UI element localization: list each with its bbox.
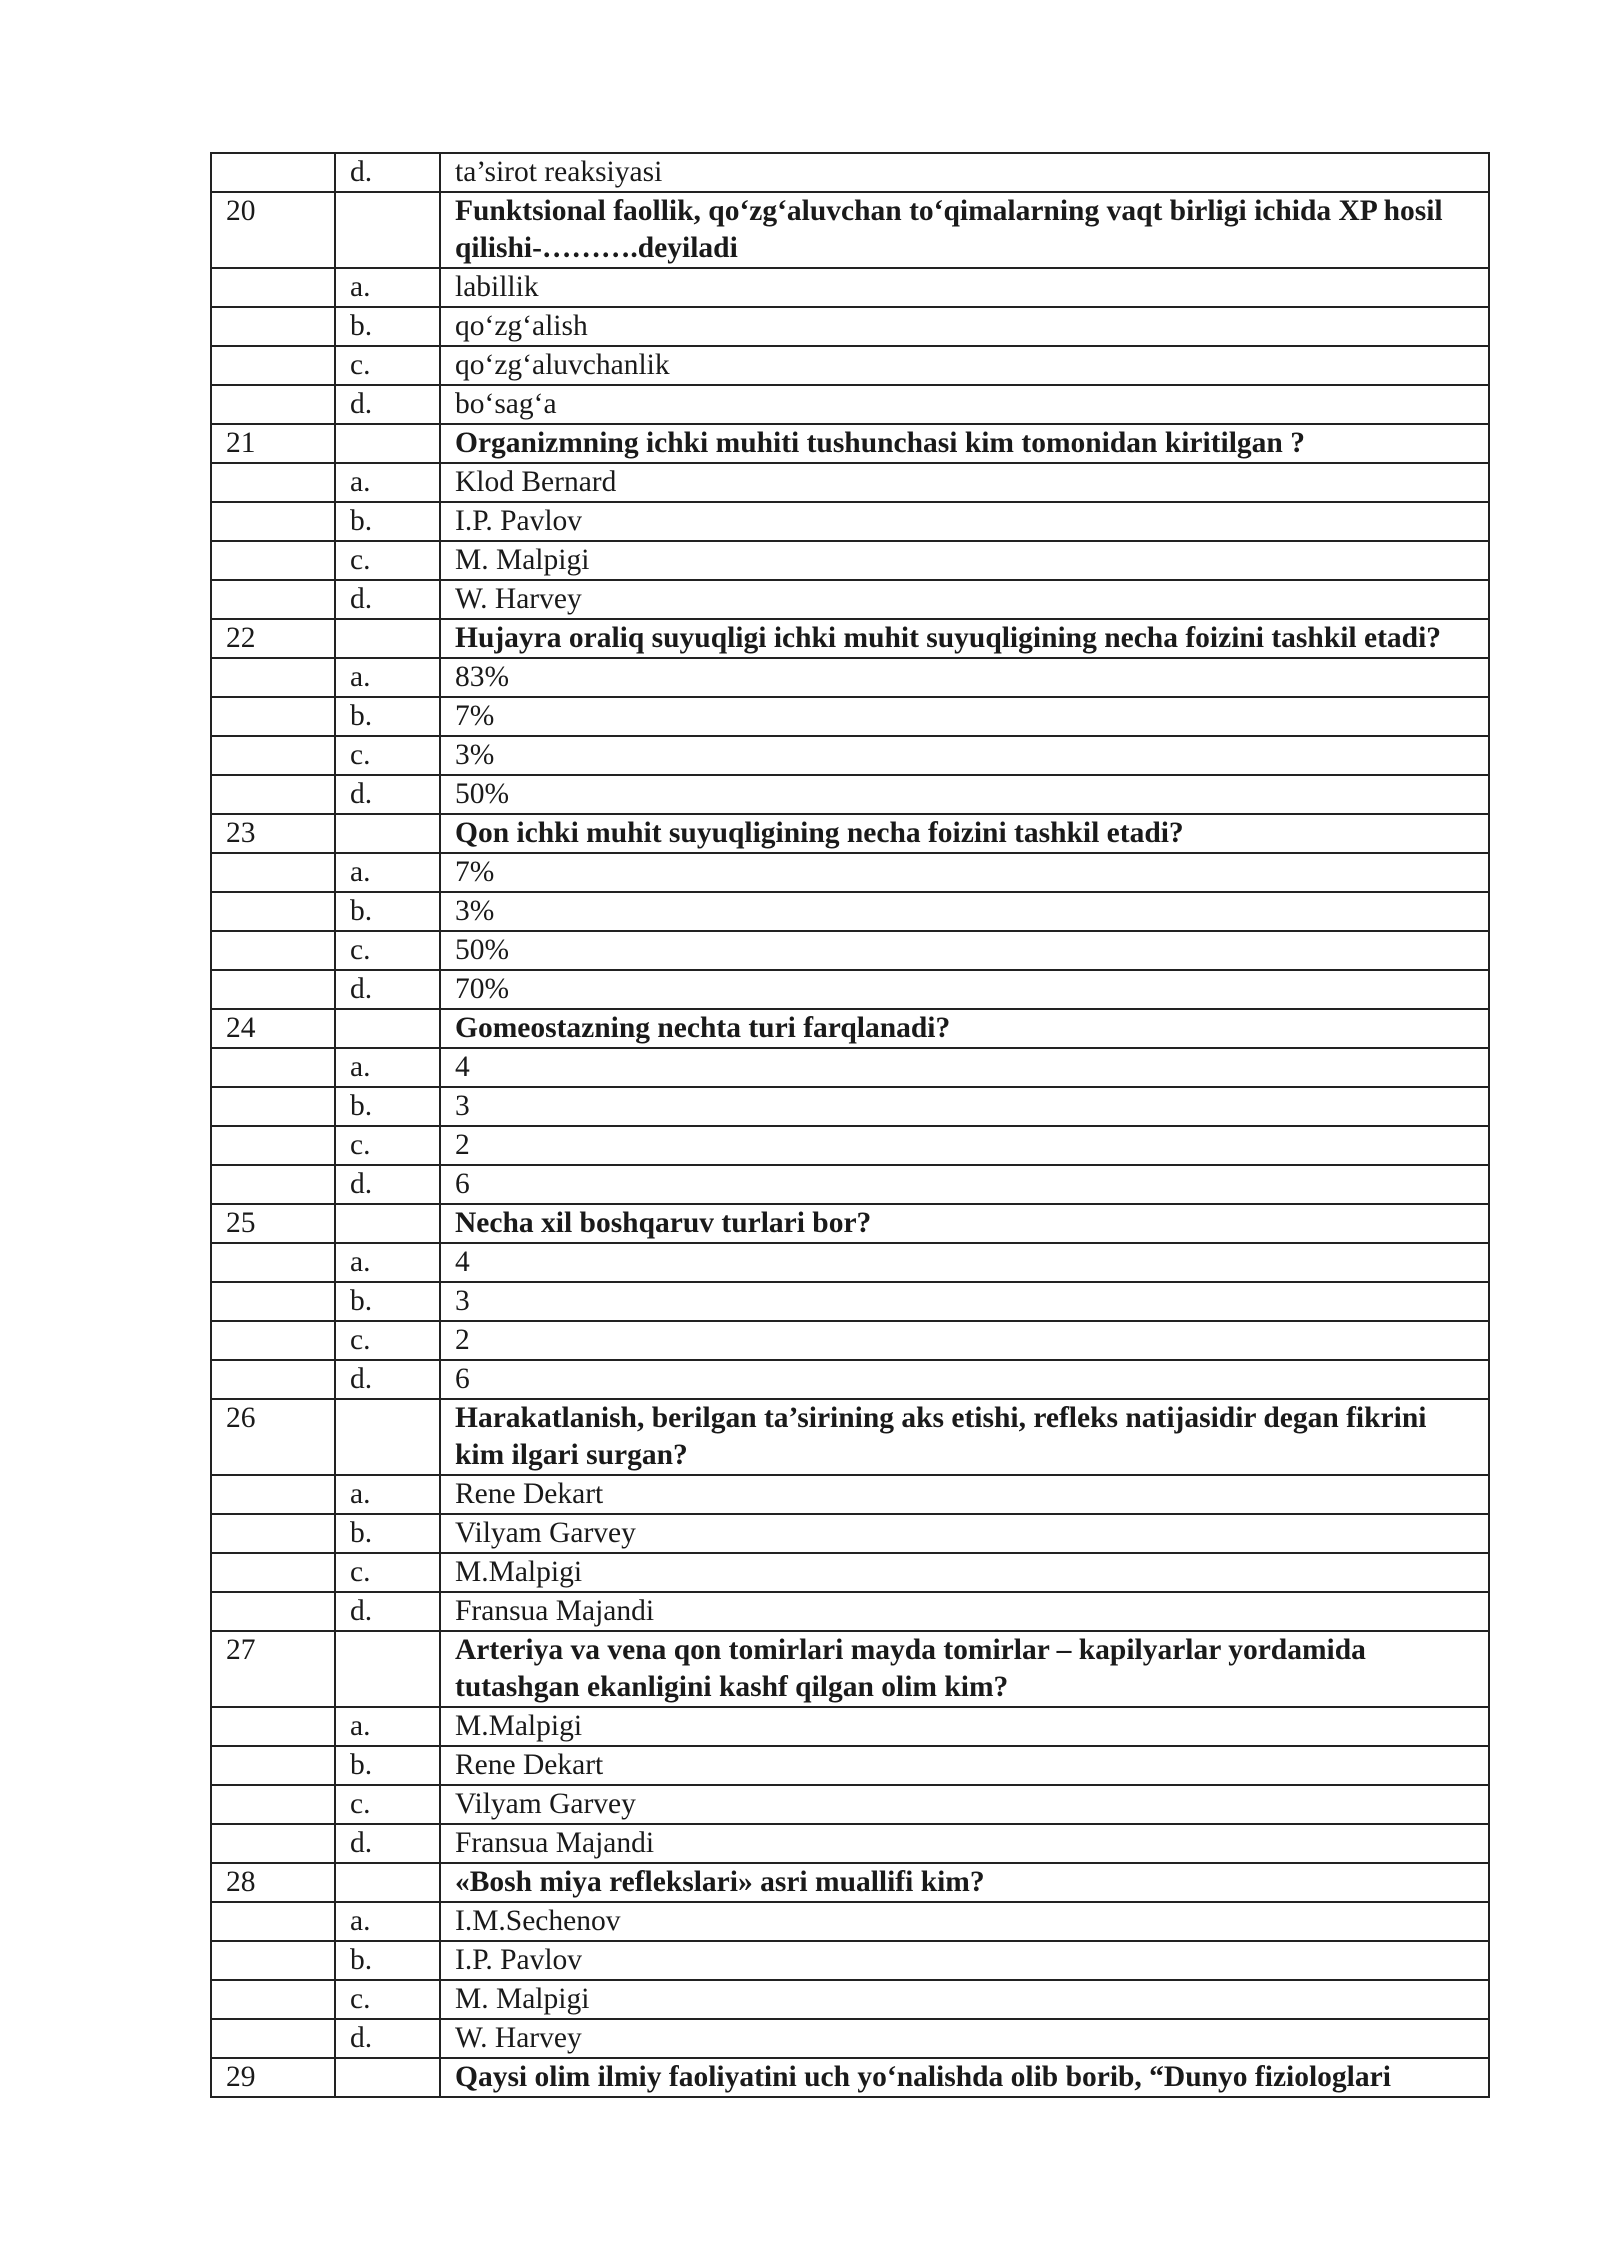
option-text: qo‘zg‘alish [440,307,1489,346]
question-number [211,697,335,736]
question-text: Funktsional faollik, qo‘zg‘aluvchan to‘qimalarning vaqt birligi ichida XP hosil qilishi-……….deyiladi [440,192,1489,268]
question-number [211,892,335,931]
answer-row [211,736,1489,775]
answer-row [211,268,1489,307]
answer-row [211,853,1489,892]
question-number [211,1980,335,2019]
option-letter: c. [335,1126,440,1165]
question-number [211,1553,335,1592]
option-letter: d. [335,1165,440,1204]
option-text: 7% [440,853,1489,892]
answer-row [211,385,1489,424]
option-letter: c. [335,541,440,580]
answer-row [211,2019,1489,2058]
option-text: qo‘zg‘aluvchanlik [440,346,1489,385]
option-letter: a. [335,268,440,307]
question-row [211,814,1489,853]
option-letter [335,424,440,463]
option-text: 2 [440,1126,1489,1165]
option-letter: a. [335,658,440,697]
question-number [211,346,335,385]
option-text: 50% [440,775,1489,814]
question-number [211,541,335,580]
question-text: Qaysi olim ilmiy faoliyatini uch yo‘nalishda olib borib, “Dunyo fiziologlari [440,2058,1489,2097]
option-letter: b. [335,1514,440,1553]
question-text: Harakatlanish, berilgan ta’sirining aks etishi, refleks natijasidir degan fikrini kim ilgari surgan? [440,1399,1489,1475]
question-row [211,619,1489,658]
answer-row [211,1321,1489,1360]
answer-row [211,502,1489,541]
quiz-sheet [210,152,1490,2098]
question-row [211,1399,1489,1475]
option-letter: c. [335,1553,440,1592]
question-text: Gomeostazning nechta turi farqlanadi? [440,1009,1489,1048]
option-text: Klod Bernard [440,463,1489,502]
question-number: 29 [211,2058,335,2097]
answer-row [211,658,1489,697]
question-number [211,502,335,541]
answer-row [211,1707,1489,1746]
answer-row [211,931,1489,970]
question-number [211,1165,335,1204]
option-text: M. Malpigi [440,541,1489,580]
answer-row [211,1126,1489,1165]
question-number [211,1592,335,1631]
question-number: 23 [211,814,335,853]
question-number [211,1048,335,1087]
answer-row [211,1941,1489,1980]
question-text: Hujayra oraliq suyuqligi ichki muhit suyuqligining necha foizini tashkil etadi? [440,619,1489,658]
option-text: bo‘sag‘a [440,385,1489,424]
answer-row [211,1475,1489,1514]
question-number [211,463,335,502]
answer-row [211,1165,1489,1204]
question-number [211,2019,335,2058]
option-text: 6 [440,1360,1489,1399]
option-letter [335,1631,440,1707]
option-letter [335,1009,440,1048]
question-number [211,307,335,346]
question-number [211,736,335,775]
question-number: 21 [211,424,335,463]
option-letter: b. [335,1941,440,1980]
option-text: 3 [440,1282,1489,1321]
question-number: 22 [211,619,335,658]
option-letter: a. [335,1707,440,1746]
answer-row [211,1902,1489,1941]
question-row [211,1204,1489,1243]
question-row [211,192,1489,268]
question-number [211,1941,335,1980]
answer-row [211,1282,1489,1321]
question-number [211,1087,335,1126]
option-text: 3 [440,1087,1489,1126]
answer-row [211,1746,1489,1785]
quiz-table [210,152,1490,2098]
option-text: I.P. Pavlov [440,502,1489,541]
question-number [211,1126,335,1165]
option-text: Rene Dekart [440,1746,1489,1785]
option-text: I.M.Sechenov [440,1902,1489,1941]
option-letter: a. [335,853,440,892]
option-letter: c. [335,931,440,970]
question-text: Qon ichki muhit suyuqligining necha foizini tashkil etadi? [440,814,1489,853]
answer-row [211,697,1489,736]
option-letter: c. [335,1980,440,2019]
answer-row [211,1243,1489,1282]
answer-row [211,1980,1489,2019]
answer-row [211,970,1489,1009]
question-number: 20 [211,192,335,268]
question-number [211,1707,335,1746]
question-number [211,268,335,307]
option-text: labillik [440,268,1489,307]
answer-row [211,463,1489,502]
question-number: 28 [211,1863,335,1902]
option-letter: c. [335,1785,440,1824]
question-number: 24 [211,1009,335,1048]
option-letter: d. [335,1824,440,1863]
question-number [211,1282,335,1321]
question-number [211,153,335,192]
answer-row [211,1553,1489,1592]
option-letter: c. [335,736,440,775]
option-letter: b. [335,1282,440,1321]
question-number [211,580,335,619]
option-text: 6 [440,1165,1489,1204]
answer-row [211,1592,1489,1631]
option-text: ta’sirot reaksiyasi [440,153,1489,192]
option-letter [335,1399,440,1475]
answer-row [211,346,1489,385]
option-letter: d. [335,775,440,814]
answer-row [211,1785,1489,1824]
quiz-table-body [211,153,1489,2097]
question-number [211,1824,335,1863]
option-letter: c. [335,1321,440,1360]
option-letter [335,1204,440,1243]
option-letter: d. [335,153,440,192]
question-number: 26 [211,1399,335,1475]
option-text: M.Malpigi [440,1707,1489,1746]
option-letter: b. [335,1087,440,1126]
option-letter: d. [335,1592,440,1631]
option-text: M.Malpigi [440,1553,1489,1592]
question-row [211,424,1489,463]
option-text: M. Malpigi [440,1980,1489,2019]
answer-row [211,307,1489,346]
answer-row [211,580,1489,619]
option-letter [335,2058,440,2097]
question-number [211,931,335,970]
option-letter: d. [335,2019,440,2058]
option-letter: a. [335,1243,440,1282]
question-text: Necha xil boshqaruv turlari bor? [440,1204,1489,1243]
option-text: 70% [440,970,1489,1009]
question-text: Organizmning ichki muhiti tushunchasi kim tomonidan kiritilgan ? [440,424,1489,463]
option-text: Vilyam Garvey [440,1785,1489,1824]
question-text: Arteriya va vena qon tomirlari mayda tomirlar – kapilyarlar yordamida tutashgan ekanligini kashf qilgan olim kim? [440,1631,1489,1707]
option-text: I.P. Pavlov [440,1941,1489,1980]
question-number [211,853,335,892]
question-number [211,385,335,424]
option-letter: d. [335,970,440,1009]
question-number [211,1902,335,1941]
option-letter [335,192,440,268]
option-text: W. Harvey [440,580,1489,619]
option-letter: a. [335,1048,440,1087]
option-text: W. Harvey [440,2019,1489,2058]
option-letter: b. [335,892,440,931]
option-text: 50% [440,931,1489,970]
option-letter: b. [335,1746,440,1785]
option-letter [335,1863,440,1902]
option-letter: b. [335,502,440,541]
option-letter: c. [335,346,440,385]
answer-row [211,1087,1489,1126]
question-row [211,1863,1489,1902]
answer-row [211,1048,1489,1087]
answer-row [211,892,1489,931]
question-number [211,1746,335,1785]
option-letter: a. [335,1902,440,1941]
option-text: 4 [440,1243,1489,1282]
question-number [211,1243,335,1282]
question-number [211,1785,335,1824]
question-text: «Bosh miya reflekslari» asri muallifi kim? [440,1863,1489,1902]
answer-row [211,775,1489,814]
question-number [211,1514,335,1553]
option-letter: d. [335,385,440,424]
option-letter [335,814,440,853]
answer-row [211,1360,1489,1399]
question-number: 27 [211,1631,335,1707]
answer-row [211,1514,1489,1553]
option-text: 2 [440,1321,1489,1360]
option-text: 7% [440,697,1489,736]
question-number [211,970,335,1009]
option-text: 3% [440,892,1489,931]
question-row [211,1009,1489,1048]
option-text: Rene Dekart [440,1475,1489,1514]
question-number [211,658,335,697]
question-row [211,2058,1489,2097]
option-text: Vilyam Garvey [440,1514,1489,1553]
option-text: 83% [440,658,1489,697]
question-number: 25 [211,1204,335,1243]
question-row [211,1631,1489,1707]
question-number [211,1475,335,1514]
option-letter: d. [335,580,440,619]
option-text: 4 [440,1048,1489,1087]
answer-row [211,1824,1489,1863]
question-number [211,1321,335,1360]
answer-row [211,153,1489,192]
question-number [211,1360,335,1399]
option-letter: a. [335,463,440,502]
option-text: Fransua Majandi [440,1824,1489,1863]
option-text: Fransua Majandi [440,1592,1489,1631]
option-letter: a. [335,1475,440,1514]
answer-row [211,541,1489,580]
option-letter [335,619,440,658]
question-number [211,775,335,814]
option-text: 3% [440,736,1489,775]
option-letter: d. [335,1360,440,1399]
option-letter: b. [335,307,440,346]
option-letter: b. [335,697,440,736]
